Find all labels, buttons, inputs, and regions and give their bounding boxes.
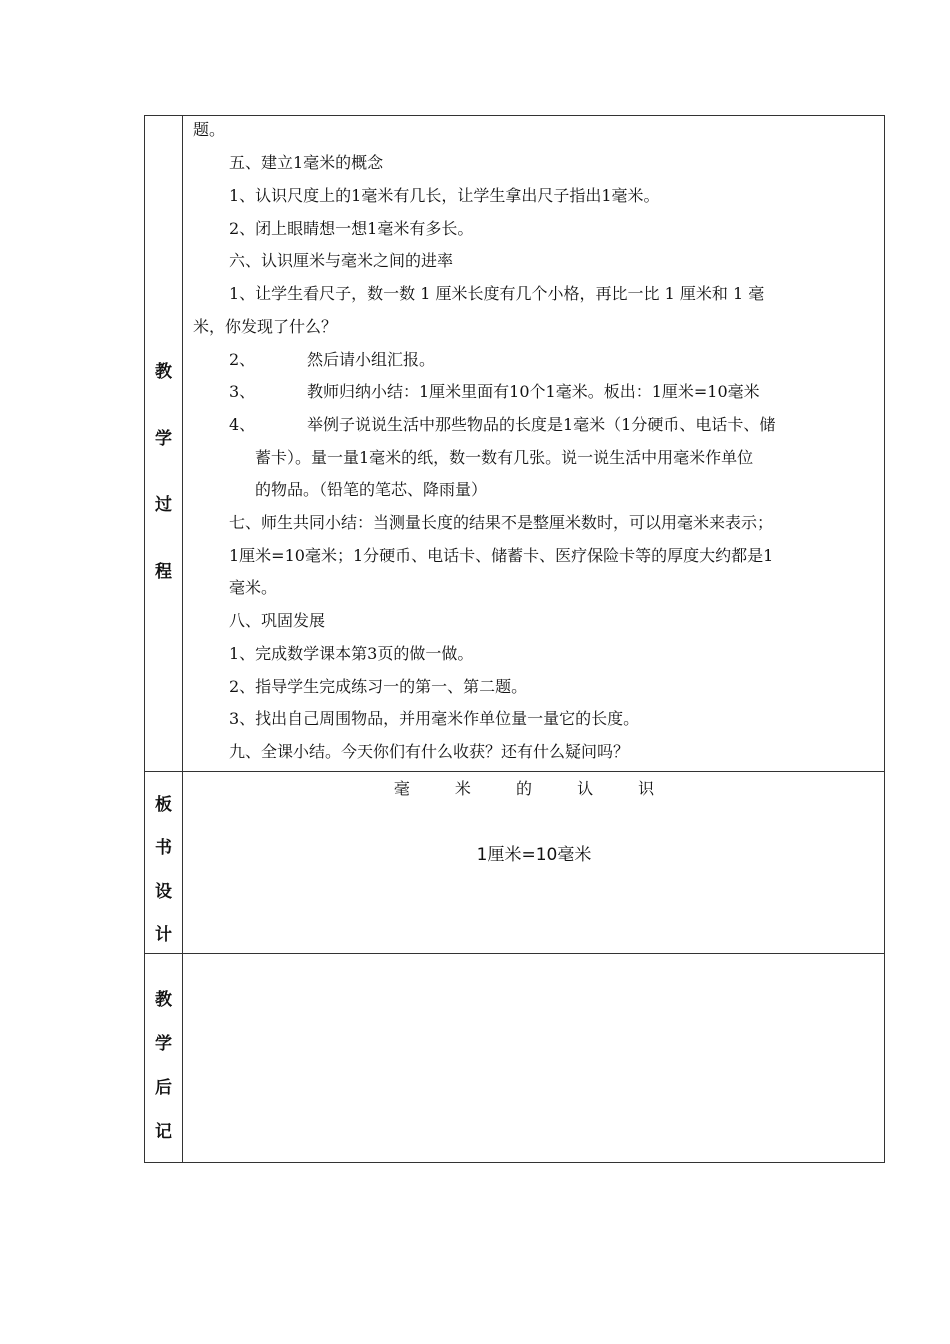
text-line: 然后请小组汇报。 (307, 350, 436, 369)
text-line: 1、让学生看尺子，数一数 1 厘米长度有几个小格，再比一比 1 厘米和 1 毫 (229, 284, 765, 303)
reflection-label (145, 954, 182, 1162)
text-line: 教师归纳小结：1厘米里面有10个1毫米。板出：1厘米=10毫米 (307, 382, 760, 401)
text-line: 七、师生共同小结：当测量长度的结果不是整厘米数时，可以用毫米来表示； (229, 513, 774, 532)
text-line: 蓄卡）。量一量1毫米的纸，数一数有几张。说一说生活中用毫米作单位 (255, 448, 754, 467)
text-line: 五、建立1毫米的概念 (229, 153, 384, 172)
text-line: 3、找出自己周围物品，并用毫米作单位量一量它的长度。 (229, 709, 640, 728)
text-line: 1、认识尺度上的1毫米有几长，让学生拿出尺子指出1毫米。 (229, 186, 660, 205)
label-char: 设 (155, 882, 172, 902)
text-line: 2、闭上眼睛想一想1毫米有多长。 (229, 219, 474, 238)
label-char: 教 (155, 990, 172, 1010)
label-char: 教 (155, 362, 172, 382)
label-char: 后 (155, 1078, 172, 1098)
text-line: 2、指导学生完成练习一的第一、第二题。 (229, 677, 528, 696)
board-title: 毫 米 的 认 识 (393, 779, 675, 798)
text-line: 的物品。（铅笔的笔芯、降雨量） (255, 480, 488, 499)
label-char: 程 (155, 562, 172, 582)
text-line: 六、认识厘米与毫米之间的进率 (229, 251, 454, 270)
lesson-table (144, 115, 885, 1163)
list-number: 3、 (229, 382, 256, 401)
board-formula: 1厘米=10毫米 (476, 845, 592, 865)
label-char: 计 (155, 925, 172, 945)
text-line: 九、全课小结。今天你们有什么收获？还有什么疑问吗？ (229, 742, 630, 761)
board-content (183, 772, 885, 953)
board-label (145, 772, 182, 953)
text-line: 米，你发现了什么？ (193, 317, 338, 336)
label-char: 学 (155, 429, 172, 449)
label-char: 板 (155, 795, 172, 815)
process-label (145, 116, 182, 771)
text-line: 1厘米=10毫米；1分硬币、电话卡、储蓄卡、医疗保险卡等的厚度大约都是1 (229, 546, 774, 565)
list-number: 4、 (229, 415, 256, 434)
list-number: 2、 (229, 350, 256, 369)
text-line: 八、巩固发展 (229, 611, 326, 630)
text-line: 题。 (193, 120, 226, 139)
text-line: 1、完成数学课本第3页的做一做。 (229, 644, 474, 663)
label-char: 书 (155, 838, 172, 858)
reflection-content (183, 954, 885, 1162)
text-line: 举例子说说生活中那些物品的长度是1毫米（1分硬币、电话卡、储 (307, 415, 776, 434)
label-char: 记 (155, 1122, 172, 1142)
label-char: 学 (155, 1034, 172, 1054)
text-line: 毫米。 (229, 578, 278, 597)
label-char: 过 (155, 495, 172, 515)
